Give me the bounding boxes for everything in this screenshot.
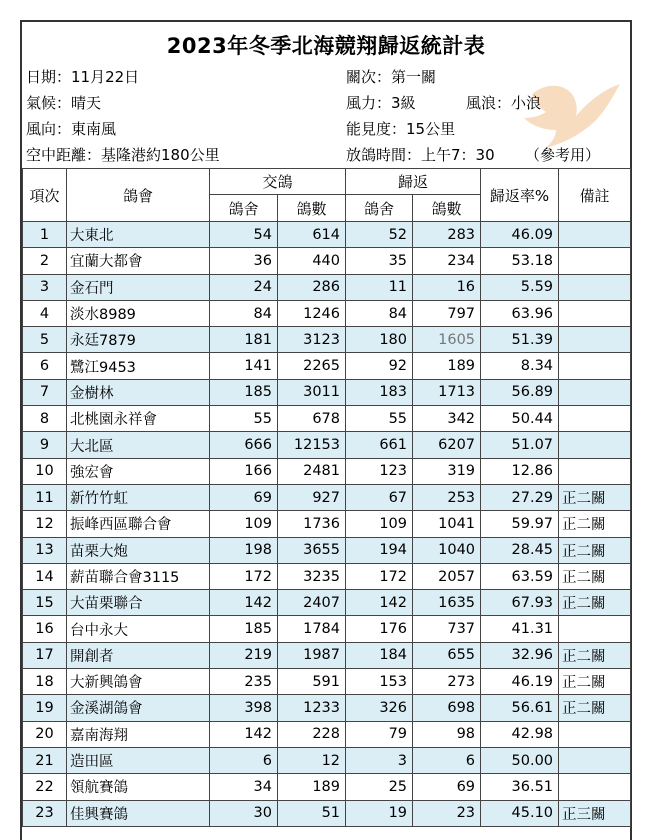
cell-club: 開創者 [67, 642, 210, 668]
cell-rate: 59.97 [481, 511, 559, 537]
cell-rate: 8.34 [481, 353, 559, 379]
cell-entered-lofts: 24 [210, 274, 278, 300]
cell-rate: 45.10 [481, 800, 559, 826]
return-stats-table [22, 168, 631, 827]
cell-note: 正二關 [559, 590, 631, 616]
cell-item: 7 [23, 379, 67, 405]
cell-entered-lofts: 198 [210, 537, 278, 563]
cell-rate: 46.09 [481, 222, 559, 248]
cell-rate: 63.59 [481, 563, 559, 589]
table-row [23, 721, 631, 747]
cell-item: 8 [23, 406, 67, 432]
info-distance: 空中距離：基隆港約180公里 [26, 146, 220, 164]
cell-item: 9 [23, 432, 67, 458]
cell-returned-lofts: 183 [346, 379, 413, 405]
table-row [23, 747, 631, 773]
table-row [23, 222, 631, 248]
cell-returned-lofts: 184 [346, 642, 413, 668]
cell-rate: 56.89 [481, 379, 559, 405]
cell-rate: 50.44 [481, 406, 559, 432]
cell-note: 正二關 [559, 484, 631, 510]
cell-entered-lofts: 166 [210, 458, 278, 484]
cell-entered-birds: 12 [278, 747, 346, 773]
info-round: 關次：第一關 [346, 68, 437, 86]
cell-entered-birds: 1736 [278, 511, 346, 537]
cell-entered-birds: 228 [278, 721, 346, 747]
cell-club: 大北區 [67, 432, 210, 458]
cell-rate: 56.61 [481, 695, 559, 721]
cell-item: 15 [23, 590, 67, 616]
cell-item: 20 [23, 721, 67, 747]
table-body [23, 222, 631, 827]
cell-returned-lofts: 194 [346, 537, 413, 563]
cell-entered-birds: 2265 [278, 353, 346, 379]
cell-club: 薪苗聯合會3115 [67, 563, 210, 589]
cell-rate: 42.98 [481, 721, 559, 747]
cell-club: 嘉南海翔 [67, 721, 210, 747]
info-release-time: 放鴿時間：上午7：30 [346, 146, 495, 164]
cell-item: 1 [23, 222, 67, 248]
cell-note: 正二關 [559, 563, 631, 589]
cell-entered-birds: 678 [278, 406, 346, 432]
cell-returned-birds: 69 [413, 774, 481, 800]
cell-club: 台中永大 [67, 616, 210, 642]
cell-club: 領航賽鴿 [67, 774, 210, 800]
cell-item: 10 [23, 458, 67, 484]
cell-returned-lofts: 19 [346, 800, 413, 826]
table-row [23, 800, 631, 826]
cell-returned-lofts: 109 [346, 511, 413, 537]
cell-note: 正二關 [559, 695, 631, 721]
cell-returned-birds: 1041 [413, 511, 481, 537]
cell-returned-lofts: 180 [346, 327, 413, 353]
table-row [23, 774, 631, 800]
cell-entered-birds: 2481 [278, 458, 346, 484]
cell-entered-birds: 2407 [278, 590, 346, 616]
cell-returned-birds: 2057 [413, 563, 481, 589]
cell-entered-lofts: 142 [210, 590, 278, 616]
cell-returned-birds: 797 [413, 300, 481, 326]
cell-entered-birds: 1987 [278, 642, 346, 668]
header-entered: 交鴿 [210, 169, 346, 195]
table-row [23, 590, 631, 616]
table-row [23, 695, 631, 721]
cell-entered-lofts: 109 [210, 511, 278, 537]
cell-rate: 53.18 [481, 248, 559, 274]
cell-entered-birds: 1246 [278, 300, 346, 326]
cell-entered-lofts: 235 [210, 669, 278, 695]
cell-rate: 36.51 [481, 774, 559, 800]
cell-rate: 67.93 [481, 590, 559, 616]
cell-note [559, 432, 631, 458]
cell-club: 大東北 [67, 222, 210, 248]
cell-entered-birds: 3655 [278, 537, 346, 563]
cell-entered-lofts: 398 [210, 695, 278, 721]
cell-note [559, 222, 631, 248]
info-wind-direction: 風向：東南風 [26, 120, 117, 138]
table-row [23, 432, 631, 458]
cell-entered-birds: 189 [278, 774, 346, 800]
cell-returned-lofts: 67 [346, 484, 413, 510]
cell-entered-birds: 614 [278, 222, 346, 248]
header-rate: 歸返率% [481, 169, 559, 222]
cell-rate: 41.31 [481, 616, 559, 642]
cell-club: 苗栗大炮 [67, 537, 210, 563]
table-row [23, 274, 631, 300]
header-note: 備註 [559, 169, 631, 222]
table-row [23, 511, 631, 537]
header-entered-birds: 鴿數 [278, 195, 346, 222]
cell-club: 永廷7879 [67, 327, 210, 353]
cell-returned-lofts: 79 [346, 721, 413, 747]
cell-item: 19 [23, 695, 67, 721]
cell-note: 正二關 [559, 669, 631, 695]
cell-returned-lofts: 326 [346, 695, 413, 721]
report-sheet [20, 20, 632, 840]
table-row [23, 616, 631, 642]
table-row [23, 537, 631, 563]
cell-club: 淡水8989 [67, 300, 210, 326]
page-title: 2023年冬季北海競翔歸返統計表 [166, 34, 486, 58]
cell-returned-birds: 6 [413, 747, 481, 773]
cell-rate: 63.96 [481, 300, 559, 326]
cell-club: 新竹竹虹 [67, 484, 210, 510]
cell-returned-birds: 23 [413, 800, 481, 826]
cell-entered-birds: 12153 [278, 432, 346, 458]
table-row [23, 300, 631, 326]
info-wind-force: 風力：3級 [346, 94, 416, 112]
cell-entered-lofts: 30 [210, 800, 278, 826]
cell-item: 13 [23, 537, 67, 563]
cell-entered-birds: 1784 [278, 616, 346, 642]
info-reference: （參考用） [525, 146, 601, 164]
cell-returned-lofts: 52 [346, 222, 413, 248]
cell-club: 金樹林 [67, 379, 210, 405]
cell-returned-birds: 1713 [413, 379, 481, 405]
header-returned: 歸返 [346, 169, 481, 195]
cell-entered-birds: 927 [278, 484, 346, 510]
cell-note: 正二關 [559, 537, 631, 563]
cell-returned-birds: 273 [413, 669, 481, 695]
cell-entered-lofts: 172 [210, 563, 278, 589]
cell-club: 金溪湖鴿會 [67, 695, 210, 721]
cell-returned-birds: 698 [413, 695, 481, 721]
table-row [23, 458, 631, 484]
cell-item: 17 [23, 642, 67, 668]
cell-rate: 50.00 [481, 747, 559, 773]
cell-club: 鷺江9453 [67, 353, 210, 379]
cell-returned-birds: 1605 [413, 327, 481, 353]
cell-entered-birds: 286 [278, 274, 346, 300]
cell-note [559, 774, 631, 800]
cell-club: 北桃園永祥會 [67, 406, 210, 432]
cell-rate: 12.86 [481, 458, 559, 484]
cell-entered-lofts: 69 [210, 484, 278, 510]
cell-club: 宜蘭大都會 [67, 248, 210, 274]
cell-note: 正二關 [559, 511, 631, 537]
cell-note [559, 274, 631, 300]
cell-club: 振峰西區聯合會 [67, 511, 210, 537]
cell-item: 6 [23, 353, 67, 379]
cell-rate: 46.19 [481, 669, 559, 695]
cell-item: 23 [23, 800, 67, 826]
cell-entered-lofts: 84 [210, 300, 278, 326]
header-returned-lofts: 鴿舍 [346, 195, 413, 222]
info-waves: 風浪：小浪 [466, 94, 542, 112]
cell-returned-birds: 342 [413, 406, 481, 432]
cell-item: 2 [23, 248, 67, 274]
cell-note [559, 379, 631, 405]
cell-entered-lofts: 6 [210, 747, 278, 773]
cell-entered-lofts: 141 [210, 353, 278, 379]
header-returned-birds: 鴿數 [413, 195, 481, 222]
cell-item: 18 [23, 669, 67, 695]
cell-entered-lofts: 36 [210, 248, 278, 274]
cell-returned-lofts: 92 [346, 353, 413, 379]
header-club: 鴿會 [67, 169, 210, 222]
cell-item: 12 [23, 511, 67, 537]
cell-note [559, 248, 631, 274]
cell-entered-lofts: 54 [210, 222, 278, 248]
cell-entered-birds: 3011 [278, 379, 346, 405]
table-row [23, 248, 631, 274]
cell-entered-birds: 440 [278, 248, 346, 274]
cell-note [559, 747, 631, 773]
table-row [23, 563, 631, 589]
cell-entered-birds: 3123 [278, 327, 346, 353]
table-row [23, 379, 631, 405]
table-row [23, 353, 631, 379]
cell-returned-lofts: 661 [346, 432, 413, 458]
cell-returned-birds: 16 [413, 274, 481, 300]
cell-note [559, 458, 631, 484]
cell-note: 正二關 [559, 642, 631, 668]
cell-entered-lofts: 55 [210, 406, 278, 432]
cell-rate: 28.45 [481, 537, 559, 563]
cell-returned-lofts: 153 [346, 669, 413, 695]
info-weather: 氣候：晴天 [26, 94, 102, 112]
table-row [23, 669, 631, 695]
cell-rate: 51.07 [481, 432, 559, 458]
cell-entered-birds: 1233 [278, 695, 346, 721]
cell-entered-lofts: 185 [210, 616, 278, 642]
cell-returned-lofts: 35 [346, 248, 413, 274]
cell-returned-lofts: 123 [346, 458, 413, 484]
cell-entered-birds: 51 [278, 800, 346, 826]
cell-returned-birds: 189 [413, 353, 481, 379]
cell-returned-lofts: 11 [346, 274, 413, 300]
cell-rate: 51.39 [481, 327, 559, 353]
cell-returned-birds: 737 [413, 616, 481, 642]
cell-entered-lofts: 34 [210, 774, 278, 800]
cell-rate: 27.29 [481, 484, 559, 510]
cell-returned-lofts: 55 [346, 406, 413, 432]
cell-returned-lofts: 84 [346, 300, 413, 326]
cell-entered-lofts: 666 [210, 432, 278, 458]
cell-returned-birds: 98 [413, 721, 481, 747]
cell-item: 14 [23, 563, 67, 589]
cell-returned-birds: 253 [413, 484, 481, 510]
cell-note [559, 327, 631, 353]
cell-returned-lofts: 176 [346, 616, 413, 642]
cell-returned-birds: 1040 [413, 537, 481, 563]
cell-returned-lofts: 25 [346, 774, 413, 800]
cell-entered-lofts: 219 [210, 642, 278, 668]
cell-note: 正三關 [559, 800, 631, 826]
cell-item: 16 [23, 616, 67, 642]
cell-entered-birds: 3235 [278, 563, 346, 589]
cell-rate: 32.96 [481, 642, 559, 668]
table-row [23, 327, 631, 353]
cell-returned-lofts: 172 [346, 563, 413, 589]
info-visibility: 能見度：15公里 [346, 120, 456, 138]
cell-entered-lofts: 185 [210, 379, 278, 405]
cell-note [559, 353, 631, 379]
info-date: 日期：11月22日 [26, 68, 140, 86]
cell-item: 4 [23, 300, 67, 326]
cell-note [559, 300, 631, 326]
cell-returned-birds: 6207 [413, 432, 481, 458]
cell-entered-lofts: 181 [210, 327, 278, 353]
cell-item: 5 [23, 327, 67, 353]
cell-returned-lofts: 3 [346, 747, 413, 773]
cell-item: 11 [23, 484, 67, 510]
cell-club: 大新興鴿會 [67, 669, 210, 695]
cell-entered-birds: 591 [278, 669, 346, 695]
cell-item: 3 [23, 274, 67, 300]
cell-note [559, 616, 631, 642]
cell-returned-birds: 1635 [413, 590, 481, 616]
cell-note [559, 721, 631, 747]
cell-rate: 5.59 [481, 274, 559, 300]
cell-returned-birds: 655 [413, 642, 481, 668]
cell-returned-birds: 283 [413, 222, 481, 248]
header-item: 項次 [23, 169, 67, 222]
cell-club: 大苗栗聯合 [67, 590, 210, 616]
cell-item: 22 [23, 774, 67, 800]
cell-returned-birds: 319 [413, 458, 481, 484]
table-row [23, 642, 631, 668]
cell-club: 強宏會 [67, 458, 210, 484]
cell-entered-lofts: 142 [210, 721, 278, 747]
header-entered-lofts: 鴿舍 [210, 195, 278, 222]
cell-club: 金石門 [67, 274, 210, 300]
cell-item: 21 [23, 747, 67, 773]
cell-returned-birds: 234 [413, 248, 481, 274]
table-row [23, 484, 631, 510]
cell-note [559, 406, 631, 432]
cell-returned-lofts: 142 [346, 590, 413, 616]
table-row [23, 406, 631, 432]
cell-club: 造田區 [67, 747, 210, 773]
cell-club: 佳興賽鴿 [67, 800, 210, 826]
